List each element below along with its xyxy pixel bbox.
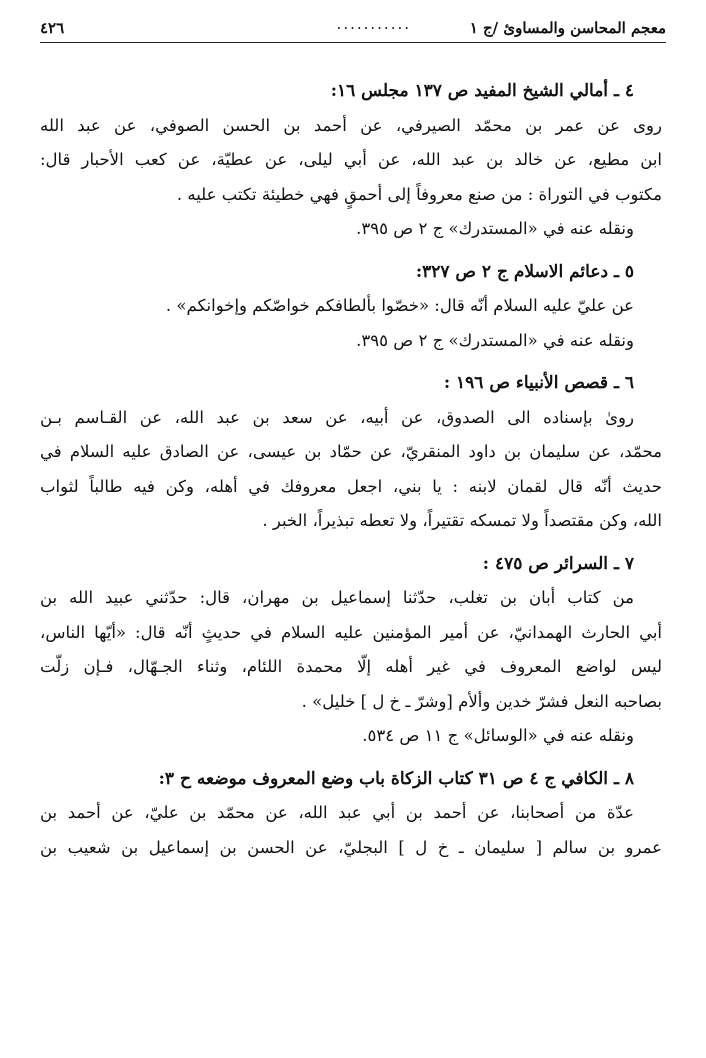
text-line: عمرو بن سالم [ سليمان ـ خ ل ] البجليّ، عن الحسن بن إسماعيل بن شعيب بن [40, 837, 662, 857]
leader-dots: ........... [336, 15, 411, 33]
text-line: أبي الحارث الهمدانيّ، عن أمير المؤمنين عليه السلام في حديثٍ أنّه قال: «أيّها الناس، [40, 622, 662, 642]
page-body [40, 74, 662, 865]
text-line: حديث أنّه قال لقمان لابنه : يا بني، اجعل معروفك في أهله، وكن فيه طالباً لثواب [40, 476, 662, 496]
section-heading: ٨ ـ الكافي ج ٤ ص ٣١ كتاب الزكاة باب وضع المعروف موضعه ح ٣: [158, 768, 634, 789]
text-line: ابن مطيع، عن خالد بن عبد الله، عن أبي ليلى، عن عطيّة، عن كعب الأحبار قال: [40, 150, 662, 169]
text-line: عدّة من أصحابنا، عن أحمد بن أبي عبد الله، عن محمّد بن عليّ، عن أحمد بن [40, 803, 634, 822]
text-line: من كتاب أبان بن تغلب، حدّثنا إسماعيل بن مهران، قال: حدّثني عبيد الله بن [40, 588, 634, 607]
text-line: بصاحبه النعل فشرّ خدين وألأم [وشرّ ـ خ ل ] خليل» . [301, 691, 662, 711]
book-title: معجم المحاسن والمساوئ /ج ١ [469, 19, 666, 37]
source-note: ونقله عنه في «المستدرك» ج ٢ ص ٣٩٥. [356, 330, 634, 350]
text-line: ليس لواضع المعروف في غير أهله إلّا محمدة اللئام، وثناء الجـهّال، فـإن زلّت [40, 657, 662, 676]
text-line: عن عليّ عليه السلام أنّه قال: «خصّوا بألطافكم خواصّكم وإخوانكم» . [165, 296, 634, 315]
source-note: ونقله عنه في «الوسائل» ج ١١ ص ٥٣٤. [362, 726, 634, 745]
text-line: رویٰ بإسناده الى الصدوق، عن أبيه، عن سعد بن عبد الله، عن القـاسم بـن [40, 407, 634, 427]
section-heading: ٥ ـ دعائم الاسلام ج ٢ ص ٣٢٧: [415, 261, 634, 282]
section-heading: ٦ ـ قصص الأنبياء ص ١٩٦ : [443, 373, 634, 393]
text-line: محمّد، عن سليمان بن داود المنقريّ، عن حمّاد بن عيسى، عن الصادق عليه السلام في [40, 442, 662, 461]
running-head [40, 14, 666, 43]
section-heading: ٧ ـ السرائر ص ٤٧٥ : [482, 553, 634, 574]
text-line: الله، وكن مقتصداً ولا تمسكه تقتيراً، ولا تعطه تبذيراً، الخبر . [262, 511, 662, 530]
section-heading: ٤ ـ أمالي الشيخ المفيد ص ١٣٧ مجلس ١٦: [330, 81, 634, 101]
source-note: ونقله عنه في «المستدرك» ج ٢ ص ٣٩٥. [356, 219, 634, 238]
text-line: روى عن عمر بن محمّد الصيرفي، عن أحمد بن الحسن الصوفي، عن عبد الله [40, 115, 662, 135]
page-number: ٤٢٦ [40, 19, 65, 37]
text-line: مكتوب في التوراة : من صنع معروفاً إلى أحمقٍ فهي خطيئة تكتب عليه . [176, 184, 662, 204]
